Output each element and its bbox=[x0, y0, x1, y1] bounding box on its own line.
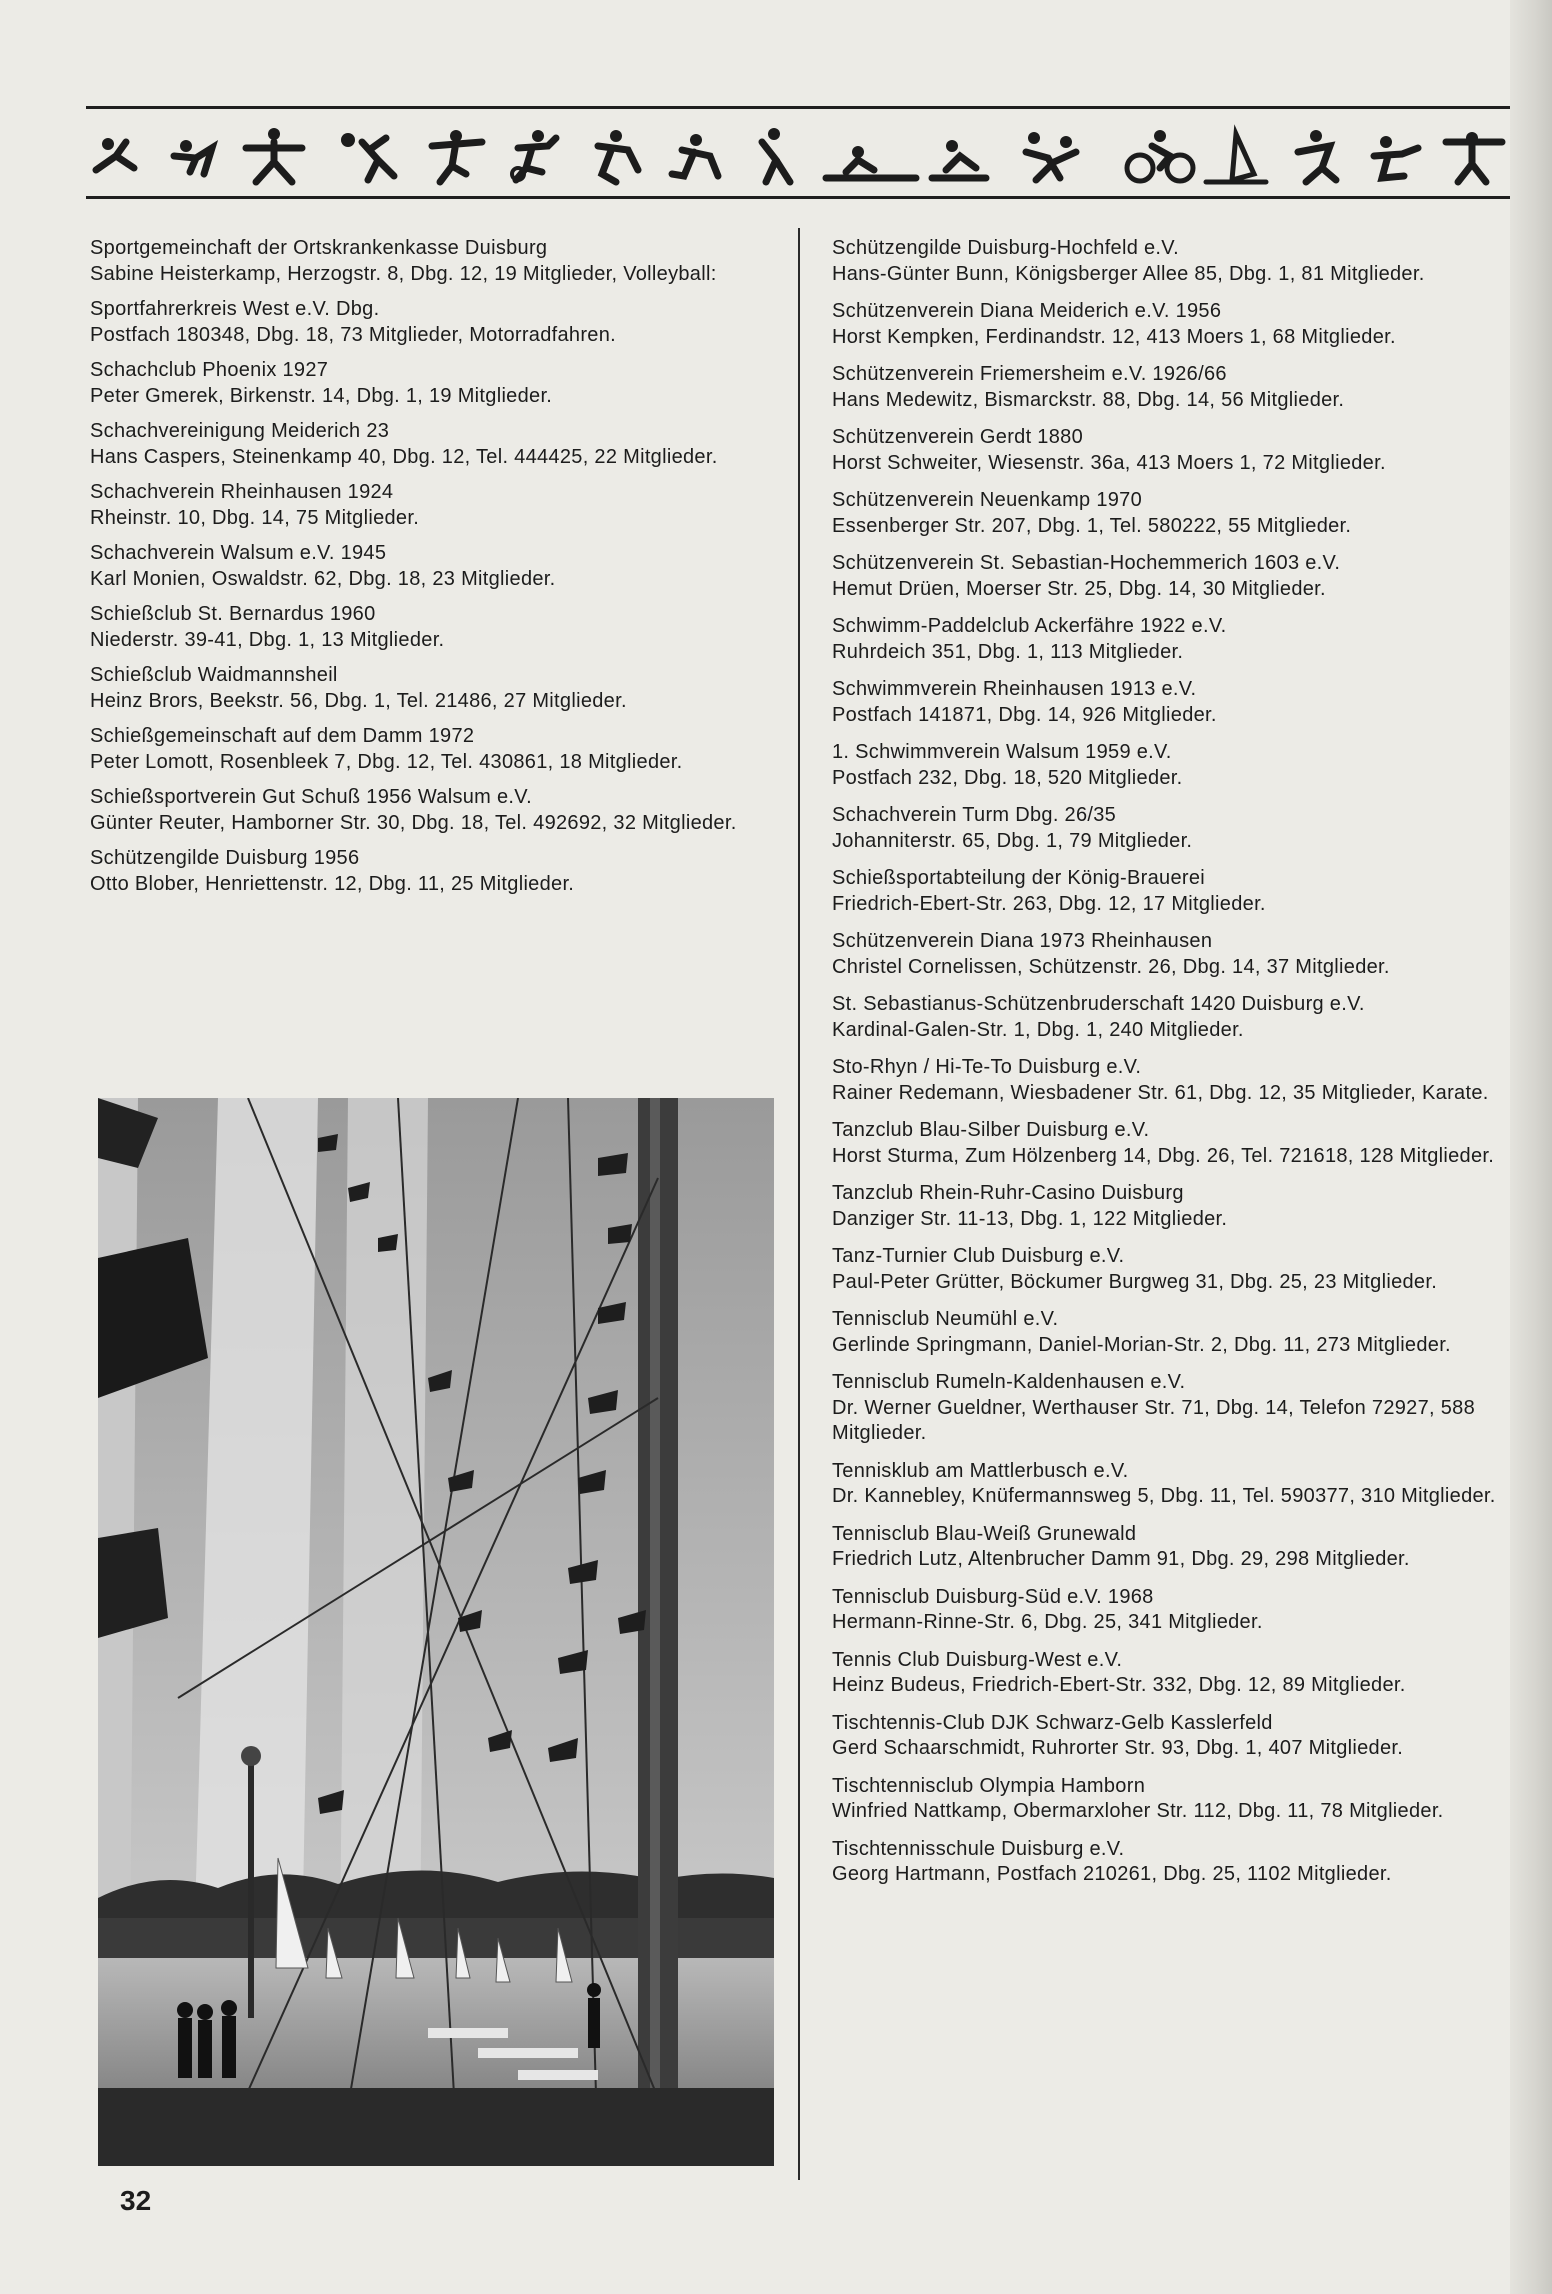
club-details: Heinz Brors, Beekstr. 56, Dbg. 1, Tel. 21486, 27 Mitglieder. bbox=[90, 689, 627, 712]
sport-pictogram-strip bbox=[86, 112, 1510, 192]
club-entry bbox=[90, 236, 770, 287]
club-name: Tennisclub Neumühl e.V. bbox=[832, 1308, 1059, 1330]
club-entry bbox=[832, 1522, 1522, 1573]
club-entry bbox=[832, 236, 1522, 287]
club-name: Schießsportverein Gut Schuß 1956 Walsum e.V. bbox=[90, 786, 532, 808]
swimming-icon bbox=[96, 138, 134, 170]
club-name: Tischtennisschule Duisburg e.V. bbox=[832, 1837, 1125, 1860]
club-entry bbox=[832, 1459, 1522, 1510]
rowing-icon bbox=[826, 146, 916, 178]
club-details: Rheinstr. 10, Dbg. 14, 75 Mitglieder. bbox=[90, 506, 420, 529]
club-details: Friedrich Lutz, Altenbrucher Damm 91, Dbg. 29, 298 Mitglieder. bbox=[832, 1548, 1410, 1570]
club-entry bbox=[90, 785, 770, 836]
club-entry bbox=[90, 297, 770, 348]
club-entry bbox=[832, 1307, 1522, 1358]
club-details: Peter Lomott, Rosenbleek 7, Dbg. 12, Tel. 430861, 18 Mitglieder. bbox=[90, 750, 683, 773]
club-details: Sabine Heisterkamp, Herzogstr. 8, Dbg. 12, 19 Mitglieder, Volleyball: bbox=[90, 262, 717, 285]
fencing-icon bbox=[762, 128, 790, 182]
club-name: Tanzclub Rhein-Ruhr-Casino Duisburg bbox=[832, 1182, 1184, 1204]
club-entry bbox=[832, 803, 1522, 854]
club-name: Schützenverein Diana 1973 Rheinhausen bbox=[832, 930, 1213, 952]
club-name: Schützenverein Friemersheim e.V. 1926/66 bbox=[832, 363, 1227, 385]
header-rule-top bbox=[86, 106, 1510, 109]
club-entry bbox=[90, 846, 770, 897]
club-name: Schützenverein Gerdt 1880 bbox=[832, 426, 1083, 448]
club-entry bbox=[832, 1837, 1522, 1888]
regatta-photo-illustration bbox=[98, 1098, 774, 2166]
club-details: Postfach 232, Dbg. 18, 520 Mitglieder. bbox=[832, 766, 1183, 789]
club-entry bbox=[90, 480, 770, 531]
page-number: 32 bbox=[120, 2185, 152, 2216]
club-details: Postfach 141871, Dbg. 14, 926 Mitglieder. bbox=[832, 703, 1217, 726]
club-name: Schwimmverein Rheinhausen 1913 e.V. bbox=[832, 678, 1197, 700]
club-name: Schützengilde Duisburg-Hochfeld e.V. bbox=[832, 237, 1179, 259]
club-details: Hans-Günter Bunn, Königsberger Allee 85, Dbg. 1, 81 Mitglieder. bbox=[832, 262, 1425, 285]
club-details: Georg Hartmann, Postfach 210261, Dbg. 25, 1102 Mitglieder. bbox=[832, 1863, 1392, 1885]
club-details: Horst Kempken, Ferdinandstr. 12, 413 Moers 1, 68 Mitglieder. bbox=[832, 325, 1396, 348]
column-divider bbox=[798, 228, 800, 2180]
club-details: Hermann-Rinne-Str. 6, Dbg. 25, 341 Mitglieder. bbox=[832, 1611, 1263, 1633]
club-name: Schießsportabteilung der König-Brauerei bbox=[832, 867, 1206, 889]
club-entry bbox=[832, 1711, 1522, 1762]
gymnastics-icon bbox=[246, 128, 302, 182]
club-details: Danziger Str. 11-13, Dbg. 1, 122 Mitglieder. bbox=[832, 1207, 1228, 1230]
club-name: Schützenverein Neuenkamp 1970 bbox=[832, 489, 1143, 511]
club-entry bbox=[832, 1585, 1522, 1636]
club-entry bbox=[832, 362, 1522, 413]
basketball-icon bbox=[432, 130, 482, 182]
club-details: Otto Blober, Henriettenstr. 12, Dbg. 11, 25 Mitglieder. bbox=[90, 872, 575, 895]
club-entry bbox=[90, 724, 770, 775]
club-details: Niederstr. 39-41, Dbg. 1, 13 Mitglieder. bbox=[90, 628, 445, 651]
club-name: Tennisclub Duisburg-Süd e.V. 1968 bbox=[832, 1585, 1154, 1608]
club-details: Friedrich-Ebert-Str. 263, Dbg. 12, 17 Mitglieder. bbox=[832, 892, 1266, 915]
club-details: Kardinal-Galen-Str. 1, Dbg. 1, 240 Mitglieder. bbox=[832, 1018, 1244, 1041]
club-entry bbox=[832, 614, 1522, 665]
club-entry bbox=[832, 929, 1522, 980]
club-details: Ruhrdeich 351, Dbg. 1, 113 Mitglieder. bbox=[832, 640, 1184, 663]
volleyball-icon bbox=[341, 133, 394, 180]
club-entry bbox=[832, 1181, 1522, 1232]
club-details: Günter Reuter, Hamborner Str. 30, Dbg. 18, Tel. 492692, 32 Mitglieder. bbox=[90, 811, 737, 834]
club-details: Horst Sturma, Zum Hölzenberg 14, Dbg. 26, Tel. 721618, 128 Mitglieder. bbox=[832, 1144, 1495, 1167]
club-details: Heinz Budeus, Friedrich-Ebert-Str. 332, Dbg. 12, 89 Mitglieder. bbox=[832, 1674, 1406, 1696]
club-details: Gerlinde Springmann, Daniel-Morian-Str. 2, Dbg. 11, 273 Mitglieder. bbox=[832, 1333, 1451, 1356]
club-details: Christel Cornelissen, Schützenstr. 26, Dbg. 14, 37 Mitglieder. bbox=[832, 955, 1390, 978]
club-name: Tennisklub am Mattlerbusch e.V. bbox=[832, 1459, 1129, 1482]
right-column bbox=[832, 236, 1522, 1900]
club-name: Schachverein Walsum e.V. 1945 bbox=[90, 542, 387, 564]
club-entry bbox=[90, 419, 770, 470]
club-details: Dr. Kannebley, Knüfermannsweg 5, Dbg. 11, Tel. 590377, 310 Mitglieder. bbox=[832, 1485, 1496, 1507]
club-name: Sportfahrerkreis West e.V. Dbg. bbox=[90, 298, 380, 320]
club-entry bbox=[90, 358, 770, 409]
club-details: Paul-Peter Grütter, Böckumer Burgweg 31, Dbg. 25, 23 Mitglieder. bbox=[832, 1270, 1438, 1293]
club-entry bbox=[90, 663, 770, 714]
club-entry bbox=[832, 740, 1522, 791]
handball-icon bbox=[512, 130, 556, 180]
shooting-icon bbox=[1374, 136, 1418, 178]
wrestling-icon bbox=[1026, 132, 1076, 180]
sailing-icon bbox=[1206, 134, 1266, 182]
club-details: Hans Medewitz, Bismarckstr. 88, Dbg. 14, 56 Mitglieder. bbox=[832, 388, 1345, 411]
club-name: Schießclub Waidmannsheil bbox=[90, 664, 338, 686]
club-name: Schachvereinigung Meiderich 23 bbox=[90, 420, 390, 442]
club-name: Schachverein Turm Dbg. 26/35 bbox=[832, 804, 1117, 826]
club-name: Schützenverein Diana Meiderich e.V. 1956 bbox=[832, 300, 1222, 322]
club-entry bbox=[832, 677, 1522, 728]
club-name: 1. Schwimmverein Walsum 1959 e.V. bbox=[832, 741, 1172, 763]
club-details: Karl Monien, Oswaldstr. 62, Dbg. 18, 23 Mitglieder. bbox=[90, 567, 556, 590]
cycling-icon bbox=[1127, 130, 1193, 181]
club-entry bbox=[90, 541, 770, 592]
club-name: Tennis Club Duisburg-West e.V. bbox=[832, 1648, 1123, 1671]
weightlifting-icon bbox=[598, 130, 638, 182]
club-entry bbox=[832, 1244, 1522, 1295]
club-name: Tennisclub Blau-Weiß Grunewald bbox=[832, 1522, 1137, 1545]
club-entry bbox=[832, 488, 1522, 539]
club-entry bbox=[832, 1648, 1522, 1699]
club-name: Tischtennisclub Olympia Hamborn bbox=[832, 1774, 1146, 1797]
club-details: Winfried Nattkamp, Obermarxloher Str. 112, Dbg. 11, 78 Mitglieder. bbox=[832, 1800, 1444, 1822]
club-details: Hemut Drüen, Moerser Str. 25, Dbg. 14, 30 Mitglieder. bbox=[832, 577, 1326, 600]
club-entry bbox=[832, 992, 1522, 1043]
diving-icon bbox=[174, 140, 212, 174]
club-entry bbox=[832, 299, 1522, 350]
club-name: Schießgemeinschaft auf dem Damm 1972 bbox=[90, 725, 475, 747]
club-name: Schwimm-Paddelclub Ackerfähre 1922 e.V. bbox=[832, 615, 1227, 637]
judo-icon bbox=[1298, 130, 1336, 182]
club-entry bbox=[832, 1370, 1522, 1447]
club-name: Tanz-Turnier Club Duisburg e.V. bbox=[832, 1245, 1125, 1267]
club-entry bbox=[90, 602, 770, 653]
club-name: Sto-Rhyn / Hi-Te-To Duisburg e.V. bbox=[832, 1056, 1142, 1078]
club-entry bbox=[832, 425, 1522, 476]
club-entry bbox=[832, 551, 1522, 602]
club-name: Sportgemeinchaft der Ortskrankenkasse Duisburg bbox=[90, 237, 548, 259]
club-name: Tennisclub Rumeln-Kaldenhausen e.V. bbox=[832, 1371, 1186, 1393]
club-details: Postfach 180348, Dbg. 18, 73 Mitglieder, Motorradfahren. bbox=[90, 323, 616, 346]
club-name: Schachverein Rheinhausen 1924 bbox=[90, 481, 394, 503]
football-icon bbox=[672, 134, 718, 176]
club-entry bbox=[832, 1118, 1522, 1169]
club-details: Essenberger Str. 207, Dbg. 1, Tel. 580222, 55 Mitglieder. bbox=[832, 514, 1352, 537]
left-column bbox=[90, 236, 770, 907]
club-details: Johanniterstr. 65, Dbg. 1, 79 Mitglieder. bbox=[832, 829, 1193, 852]
club-details: Hans Caspers, Steinenkamp 40, Dbg. 12, Tel. 444425, 22 Mitglieder. bbox=[90, 445, 718, 468]
club-details: Rainer Redemann, Wiesbadener Str. 61, Dbg. 12, 35 Mitglieder, Karate. bbox=[832, 1081, 1489, 1104]
club-name: Tischtennis-Club DJK Schwarz-Gelb Kasslerfeld bbox=[832, 1711, 1273, 1734]
club-entry bbox=[832, 1055, 1522, 1106]
club-name: Schießclub St. Bernardus 1960 bbox=[90, 603, 376, 625]
archery-icon bbox=[1446, 132, 1502, 182]
club-name: Schützengilde Duisburg 1956 bbox=[90, 847, 360, 869]
club-name: Tanzclub Blau-Silber Duisburg e.V. bbox=[832, 1119, 1150, 1141]
club-details: Dr. Werner Gueldner, Werthauser Str. 71, Dbg. 14, Telefon 72927, 588 Mitglieder. bbox=[832, 1396, 1475, 1444]
canoe-icon bbox=[932, 140, 986, 178]
regatta-photo bbox=[98, 1098, 774, 2166]
club-entry bbox=[832, 1774, 1522, 1825]
club-entry bbox=[832, 866, 1522, 917]
club-details: Peter Gmerek, Birkenstr. 14, Dbg. 1, 19 Mitglieder. bbox=[90, 384, 553, 407]
header-rule-bottom bbox=[86, 196, 1510, 199]
club-name: Schachclub Phoenix 1927 bbox=[90, 359, 329, 381]
club-name: Schützenverein St. Sebastian-Hochemmerich 1603 e.V. bbox=[832, 552, 1341, 574]
club-details: Horst Schweiter, Wiesenstr. 36a, 413 Moers 1, 72 Mitglieder. bbox=[832, 451, 1386, 474]
club-details: Gerd Schaarschmidt, Ruhrorter Str. 93, Dbg. 1, 407 Mitglieder. bbox=[832, 1737, 1404, 1759]
club-name: St. Sebastianus-Schützenbruderschaft 1420 Duisburg e.V. bbox=[832, 993, 1365, 1015]
